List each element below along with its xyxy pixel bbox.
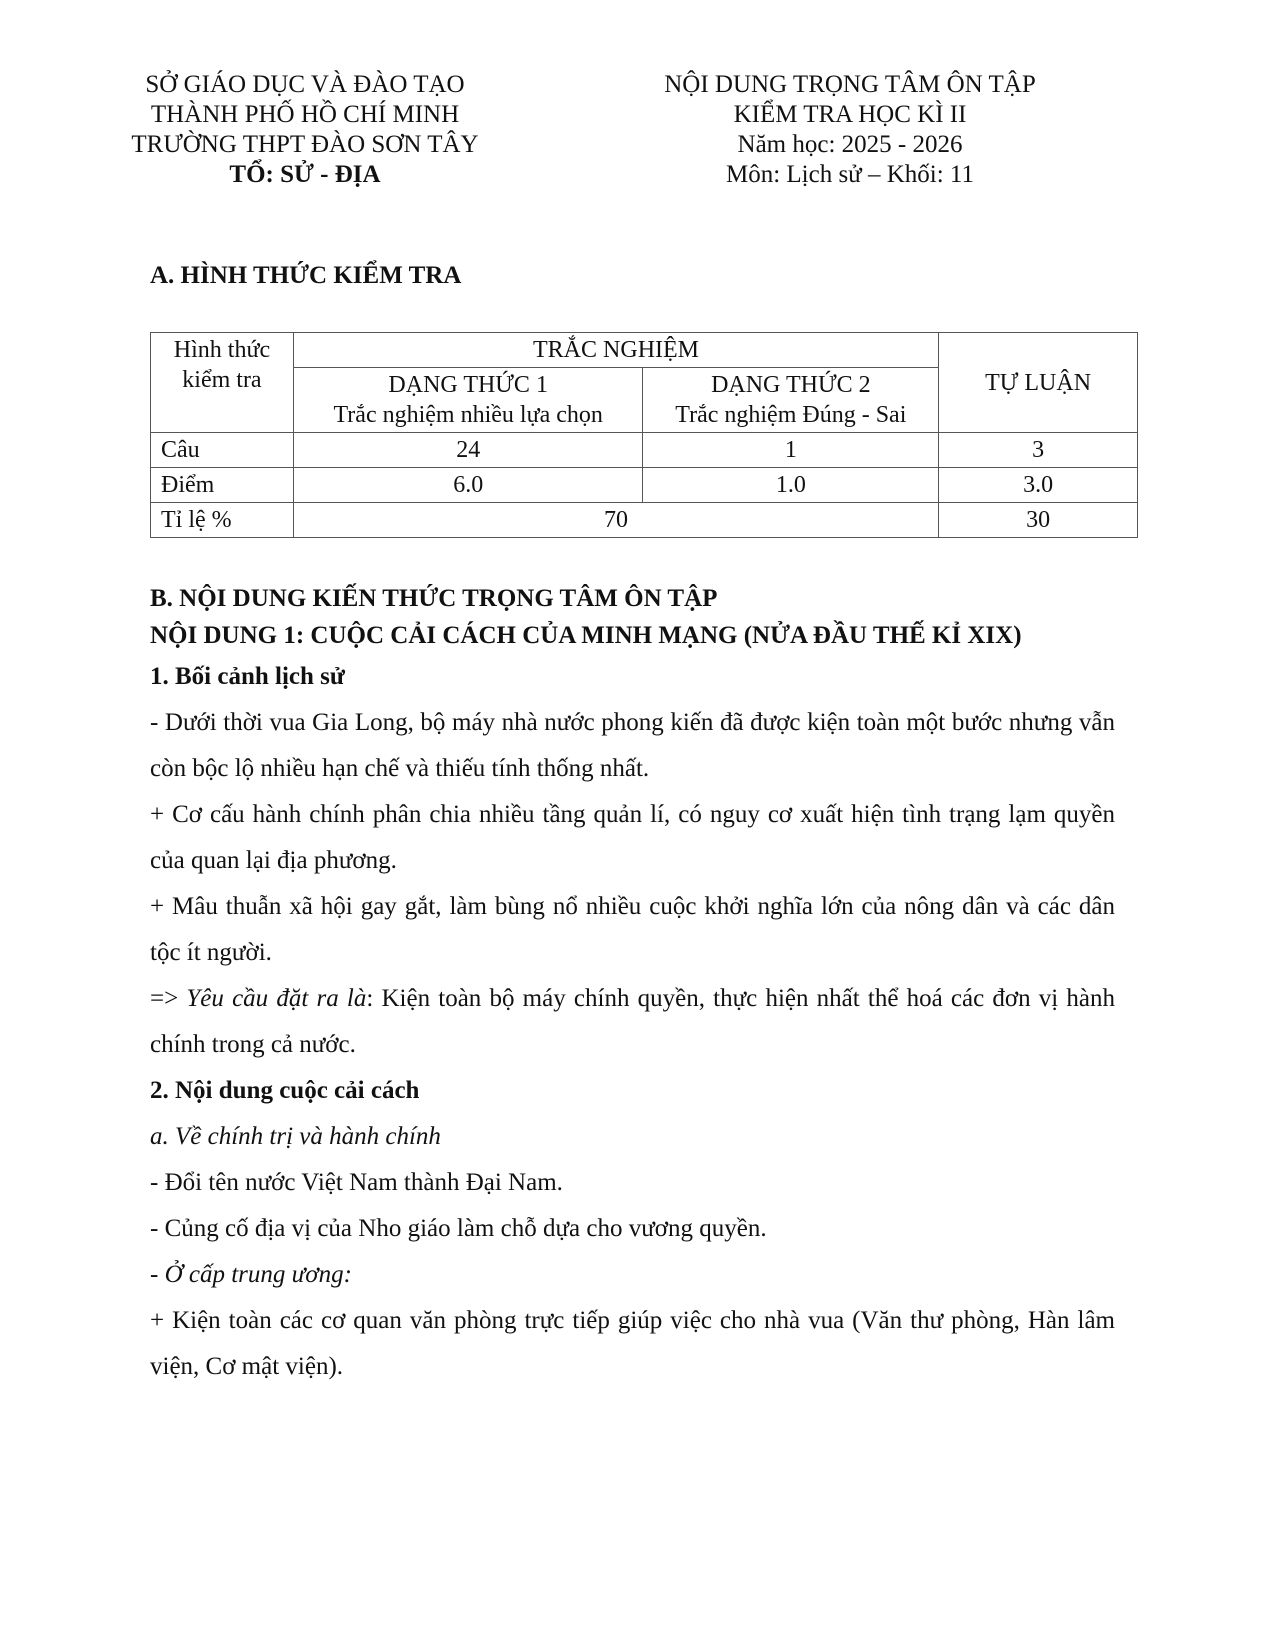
document-title: NỘI DUNG TRỌNG TÂM ÔN TẬP <box>664 71 1036 98</box>
table-cell: 24 <box>293 433 643 468</box>
subheading-politics: a. Về chính trị và hành chính <box>150 1123 441 1150</box>
city-name: THÀNH PHỐ HỒ CHÍ MINH <box>150 101 460 128</box>
row-label: Tỉ lệ % <box>151 503 294 538</box>
table-cell: 70 <box>293 503 938 538</box>
dang-thuc-2-title: DẠNG THỨC 2 <box>711 372 871 398</box>
dang-thuc-1-title: DẠNG THỨC 1 <box>388 372 548 398</box>
table-row <box>151 468 1138 503</box>
department-name: SỞ GIÁO DỤC VÀ ĐÀO TẠO <box>145 71 465 98</box>
table-row <box>151 503 1138 538</box>
table-cell: 1.0 <box>643 468 939 503</box>
subheading-reform-content: 2. Nội dung cuộc cải cách <box>150 1077 420 1104</box>
row-label: Câu <box>151 433 294 468</box>
school-year: Năm học: 2025 - 2026 <box>737 131 963 158</box>
subheading-background: 1. Bối cảnh lịch sử <box>150 663 345 690</box>
dang-thuc-2-header <box>643 368 939 433</box>
paragraph-requirement <box>150 976 1115 1068</box>
exam-name: KIỂM TRA HỌC KÌ II <box>733 101 967 128</box>
requirement-label: Yêu cầu đặt ra là <box>186 985 367 1012</box>
requirement-text: : Kiện toàn bộ máy chính quyền, thực hiện nhất thể hoá các đơn vị hành chính trong cả nước. <box>150 985 1116 1058</box>
table-corner-cell <box>151 333 294 433</box>
trac-nghiem-header: TRẮC NGHIỆM <box>293 333 938 368</box>
paragraph: + Kiện toàn các cơ quan văn phòng trực tiếp giúp việc cho nhà vua (Văn thư phòng, Hàn lâm viện, Cơ mật viện). <box>150 1307 1115 1380</box>
table-header-row <box>151 333 1138 368</box>
content-1-heading: NỘI DUNG 1: CUỘC CẢI CÁCH CỦA MINH MẠNG (NỬA ĐẦU THẾ KỈ XIX) <box>150 622 1022 649</box>
paragraph: - Đổi tên nước Việt Nam thành Đại Nam. <box>150 1169 563 1196</box>
subject-group: TỔ: SỬ - ĐỊA <box>229 161 381 188</box>
header-right <box>625 70 1075 190</box>
table-cell: 3.0 <box>939 468 1138 503</box>
row-label: Điểm <box>151 468 294 503</box>
main-content <box>150 580 1115 1390</box>
paragraph: + Cơ cấu hành chính phân chia nhiều tầng quản lí, có nguy cơ xuất hiện tình trạng lạm quyền của quan lại địa phương. <box>150 801 1115 874</box>
table-cell: 1 <box>643 433 939 468</box>
school-name: TRƯỜNG THPT ĐÀO SƠN TÂY <box>131 131 479 158</box>
header-left <box>110 70 500 190</box>
table-cell: 3 <box>939 433 1138 468</box>
corner-line-1: Hình thức <box>173 337 271 363</box>
exam-format-table <box>150 332 1138 538</box>
dang-thuc-2-desc: Trắc nghiệm Đúng - Sai <box>675 402 907 428</box>
dang-thuc-1-header <box>293 368 643 433</box>
paragraph-central-level: - Ở cấp trung ương: <box>150 1261 352 1288</box>
arrow-prefix: => <box>150 985 187 1012</box>
table-cell: 6.0 <box>293 468 643 503</box>
table-row <box>151 433 1138 468</box>
paragraph: - Dưới thời vua Gia Long, bộ máy nhà nước phong kiến đã được kiện toàn một bước nhưng vẫn còn bộc lộ nhiều hạn chế và thiếu tính thống nhất. <box>150 709 1115 782</box>
corner-line-2: kiểm tra <box>182 367 262 393</box>
section-b-heading: B. NỘI DUNG KIẾN THỨC TRỌNG TÂM ÔN TẬP <box>150 585 718 612</box>
tu-luan-header: TỰ LUẬN <box>939 333 1138 433</box>
dang-thuc-1-desc: Trắc nghiệm nhiều lựa chọn <box>333 402 603 428</box>
paragraph: + Mâu thuẫn xã hội gay gắt, làm bùng nổ nhiều cuộc khởi nghĩa lớn của nông dân và các dân tộc ít người. <box>150 893 1115 966</box>
subject-grade: Môn: Lịch sử – Khối: 11 <box>725 161 975 188</box>
section-a-heading: A. HÌNH THỨC KIỂM TRA <box>150 262 462 289</box>
paragraph: - Củng cố địa vị của Nho giáo làm chỗ dựa cho vương quyền. <box>150 1215 767 1242</box>
table-cell: 30 <box>939 503 1138 538</box>
